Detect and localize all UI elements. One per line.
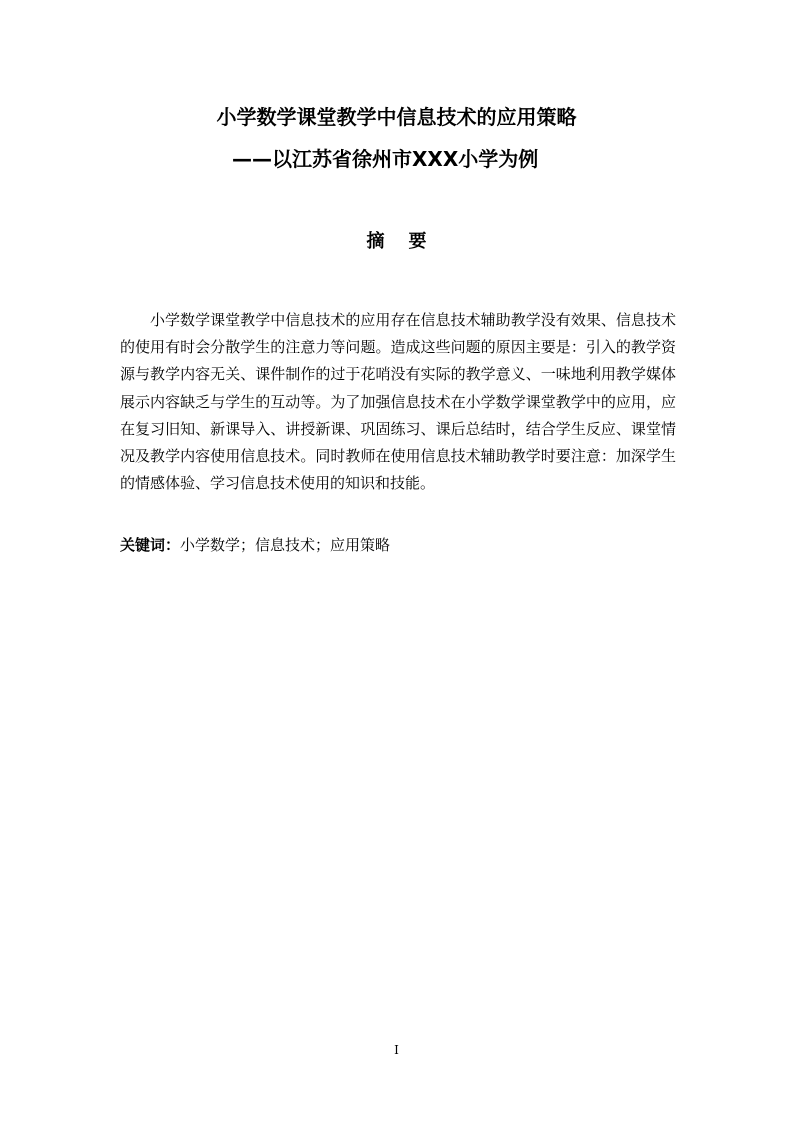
document-title: 小学数学课堂教学中信息技术的应用策略 bbox=[216, 105, 577, 129]
keywords-value: 小学数学；信息技术；应用策略 bbox=[180, 536, 391, 554]
keywords-label: 关键词： bbox=[120, 536, 181, 554]
keywords-line bbox=[120, 533, 390, 557]
document-subtitle: ——以江苏省徐州市XXX小学为例 bbox=[232, 147, 539, 171]
abstract-heading: 摘要 bbox=[366, 231, 451, 252]
abstract-body: 小学数学课堂教学中信息技术的应用存在信息技术辅助教学没有效果、信息技术的使用有时会分散学生的注意力等问题。造成这些问题的原因主要是：引入的教学资源与教学内容无关、课件制作的过于花哨没有实际的教学意义、一味地利用教学媒体展示内容缺乏与学生的互动等。为了加强信息技术在小学数学课堂教学中的应用，应在复习旧知、新课导入、讲授新课、巩固练习、课后总结时，结合学生反应、课堂情况及教学内容使用信息技术。同时教师在使用信息技术辅助教学时要注意：加深学生的情感体验、学习信息技术使用的知识和技能。 bbox=[120, 311, 676, 493]
page-number: I bbox=[394, 1043, 399, 1057]
